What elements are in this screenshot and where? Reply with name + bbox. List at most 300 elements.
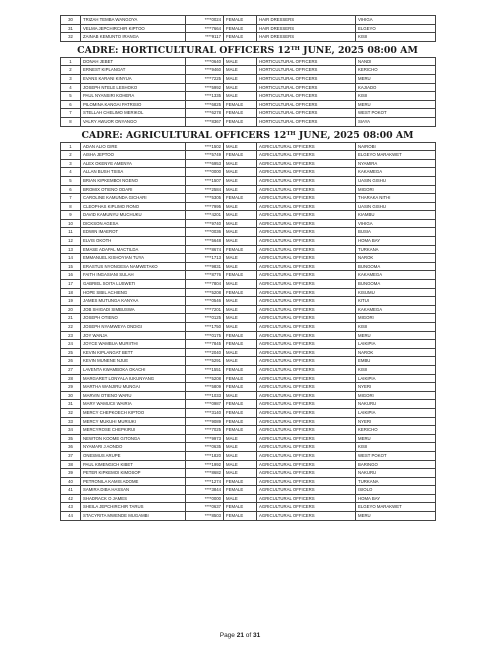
serial-number-cell: 3 <box>61 74 81 83</box>
county-cell: KERICHO <box>356 426 436 435</box>
table-row <box>61 383 436 392</box>
name-cell: MERCY MUKUHI MURIUKI <box>81 417 186 426</box>
cadre-cell: AGRICULTURAL OFFICERS <box>257 400 356 409</box>
table-row <box>61 271 436 280</box>
county-cell: LAIKIPIA <box>356 408 436 417</box>
serial-number-cell: 9 <box>61 211 81 220</box>
serial-number-cell: 2 <box>61 66 81 75</box>
name-cell: EMASE ADAPAL MACTILDA <box>81 245 186 254</box>
table-row <box>61 357 436 366</box>
gender-cell: MALE <box>224 219 257 228</box>
table-row <box>61 451 436 460</box>
county-cell: MERU <box>356 331 436 340</box>
county-cell: MERU <box>356 434 436 443</box>
county-cell: BUSIA <box>356 228 436 237</box>
county-cell: KISII <box>356 33 436 42</box>
serial-number-cell: 4 <box>61 83 81 92</box>
serial-number-cell: 43 <box>61 503 81 512</box>
county-cell: NYAMIRA <box>356 159 436 168</box>
cadre-cell: AGRICULTURAL OFFICERS <box>257 443 356 452</box>
table-row <box>61 16 436 25</box>
name-cell: SHADRACK O JAMES <box>81 494 186 503</box>
serial-number-cell: 2 <box>61 151 81 160</box>
table-row <box>61 83 436 92</box>
table-row <box>61 297 436 306</box>
cadre-cell: AGRICULTURAL OFFICERS <box>257 185 356 194</box>
gender-cell: FEMALE <box>224 417 257 426</box>
id-number-cell: ****2584 <box>186 185 224 194</box>
cadre-cell: AGRICULTURAL OFFICERS <box>257 314 356 323</box>
id-number-cell: ****0125 <box>186 314 224 323</box>
id-number-cell: ****7201 <box>186 305 224 314</box>
county-cell: LAIKIPIA <box>356 374 436 383</box>
table-row <box>61 228 436 237</box>
cadre-cell: AGRICULTURAL OFFICERS <box>257 142 356 151</box>
table-row <box>61 151 436 160</box>
gender-cell: MALE <box>224 74 257 83</box>
cadre-cell: AGRICULTURAL OFFICERS <box>257 305 356 314</box>
cadre-cell: HORTICULTURAL OFFICERS <box>257 117 356 126</box>
cadre-cell: AGRICULTURAL OFFICERS <box>257 408 356 417</box>
table-row <box>61 159 436 168</box>
serial-number-cell: 35 <box>61 434 81 443</box>
serial-number-cell: 33 <box>61 417 81 426</box>
serial-number-cell: 41 <box>61 486 81 495</box>
name-cell: LAVENTA KWAMBOKA OKACHI <box>81 365 186 374</box>
name-cell: DONAH JEBET <box>81 57 186 66</box>
id-number-cell: ****9089 <box>186 417 224 426</box>
id-number-cell: ****5208 <box>186 374 224 383</box>
name-cell: HOPE SIBIL ACHIENG <box>81 288 186 297</box>
gender-cell: FEMALE <box>224 288 257 297</box>
table-row <box>61 434 436 443</box>
gender-cell: MALE <box>224 262 257 271</box>
name-cell: ERASTUS NYONGESA NAMWETAKO <box>81 262 186 271</box>
id-number-cell: ****0546 <box>186 297 224 306</box>
table-row <box>61 254 436 263</box>
gender-cell: MALE <box>224 443 257 452</box>
name-cell: PAUL NYANSIRI KOHERA <box>81 92 186 101</box>
serial-number-cell: 6 <box>61 185 81 194</box>
horticultural-officers-table <box>60 57 436 127</box>
cadre-cell: HORTICULTURAL OFFICERS <box>257 83 356 92</box>
cadre-cell: AGRICULTURAL OFFICERS <box>257 391 356 400</box>
table-row <box>61 176 436 185</box>
gender-cell: MALE <box>224 57 257 66</box>
county-cell: VIHIGA <box>356 16 436 25</box>
id-number-cell: ****7025 <box>186 426 224 435</box>
serial-number-cell: 40 <box>61 477 81 486</box>
name-cell: VELMA JEPCHIRCHIR KIPTOO <box>81 24 186 33</box>
table-row <box>61 323 436 332</box>
serial-number-cell: 26 <box>61 357 81 366</box>
name-cell: ALLAN BUSH TSISA <box>81 168 186 177</box>
county-cell: NYERI <box>356 417 436 426</box>
id-number-cell: ****1820 <box>186 451 224 460</box>
table-row <box>61 237 436 246</box>
serial-number-cell: 18 <box>61 288 81 297</box>
county-cell: LAIKIPIA <box>356 340 436 349</box>
id-number-cell: ****8674 <box>186 245 224 254</box>
id-number-cell: ****1033 <box>186 391 224 400</box>
name-cell: PETER KIPKEMOI KIMOSOP <box>81 469 186 478</box>
serial-number-cell: 8 <box>61 117 81 126</box>
cadre-cell: AGRICULTURAL OFFICERS <box>257 512 356 521</box>
name-cell: FAITH INGASIANI SULAH <box>81 271 186 280</box>
page-word: Page <box>219 632 235 639</box>
gender-cell: MALE <box>224 159 257 168</box>
county-cell: WEST POKOT <box>356 109 436 118</box>
county-cell: ELGEYO MARAKWET <box>356 503 436 512</box>
id-number-cell: ****6825 <box>186 100 224 109</box>
county-cell: BARINGO <box>356 460 436 469</box>
id-number-cell: ****0000 <box>186 494 224 503</box>
table-row <box>61 117 436 126</box>
id-number-cell: ****1551 <box>186 365 224 374</box>
cadre-cell: AGRICULTURAL OFFICERS <box>257 288 356 297</box>
cadre-cell: HORTICULTURAL OFFICERS <box>257 100 356 109</box>
id-number-cell: ****1992 <box>186 460 224 469</box>
name-cell: EMMANUEL KISHOYIAN TUYA <box>81 254 186 263</box>
name-cell: EDWIN IMAEROT <box>81 228 186 237</box>
table-row <box>61 109 436 118</box>
serial-number-cell: 15 <box>61 262 81 271</box>
serial-number-cell: 3 <box>61 159 81 168</box>
name-cell: MERCYROSE CHEPKIRUI <box>81 426 186 435</box>
county-cell: KISII <box>356 443 436 452</box>
serial-number-cell: 31 <box>61 400 81 409</box>
serial-number-cell: 1 <box>61 142 81 151</box>
cadre-cell: AGRICULTURAL OFFICERS <box>257 417 356 426</box>
table-row <box>61 100 436 109</box>
name-cell: AISHA JEPTOO <box>81 151 186 160</box>
county-cell: BUNGOMA <box>356 262 436 271</box>
serial-number-cell: 27 <box>61 365 81 374</box>
gender-cell: MALE <box>224 83 257 92</box>
county-cell: ELGEYO MARAKWET <box>356 151 436 160</box>
id-number-cell: ****5305 <box>186 194 224 203</box>
cadre-cell: AGRICULTURAL OFFICERS <box>257 245 356 254</box>
cadre-cell: AGRICULTURAL OFFICERS <box>257 297 356 306</box>
cadre-cell: AGRICULTURAL OFFICERS <box>257 486 356 495</box>
county-cell: MERU <box>356 100 436 109</box>
county-cell: NAKURU <box>356 469 436 478</box>
hair-dressers-table <box>60 15 436 42</box>
gender-cell: FEMALE <box>224 16 257 25</box>
name-cell: ADAN ALIO GIRE <box>81 142 186 151</box>
cadre-cell: AGRICULTURAL OFFICERS <box>257 348 356 357</box>
table-row <box>61 460 436 469</box>
table-row <box>61 391 436 400</box>
name-cell: GABRIEL SOITA LUSWETI <box>81 280 186 289</box>
serial-number-cell: 12 <box>61 237 81 246</box>
county-cell: TURKANA <box>356 477 436 486</box>
table-row <box>61 57 436 66</box>
name-cell: KEVIN KIPLANGAT BETT <box>81 348 186 357</box>
id-number-cell: ****6953 <box>186 159 224 168</box>
id-number-cell: ****1507 <box>186 176 224 185</box>
id-number-cell: ****4201 <box>186 211 224 220</box>
name-cell: ELVIS OKOTH <box>81 237 186 246</box>
name-cell: NEWTON KOOME GITONGA <box>81 434 186 443</box>
id-number-cell: ****9740 <box>186 219 224 228</box>
table-row <box>61 288 436 297</box>
id-number-cell: ****0000 <box>186 168 224 177</box>
serial-number-cell: 5 <box>61 92 81 101</box>
county-cell: KAJIADO <box>356 83 436 92</box>
cadre-cell: AGRICULTURAL OFFICERS <box>257 477 356 486</box>
name-cell: JAMES MUTUNGA KANYAA <box>81 297 186 306</box>
id-number-cell: ****2040 <box>186 348 224 357</box>
serial-number-cell: 11 <box>61 228 81 237</box>
document-page <box>60 15 435 521</box>
gender-cell: MALE <box>224 176 257 185</box>
county-cell: TURKANA <box>356 245 436 254</box>
page-footer <box>0 632 480 639</box>
name-cell: JOYCE WAMBUA MURIITHI <box>81 340 186 349</box>
gender-cell: FEMALE <box>224 331 257 340</box>
county-cell: THARAKA NITHI <box>356 194 436 203</box>
table-row <box>61 168 436 177</box>
cadre-cell: AGRICULTURAL OFFICERS <box>257 262 356 271</box>
id-number-cell: ****0175 <box>186 331 224 340</box>
table-row <box>61 340 436 349</box>
gender-cell: MALE <box>224 280 257 289</box>
serial-number-cell: 17 <box>61 280 81 289</box>
table-row <box>61 512 436 521</box>
county-cell: KERICHO <box>356 66 436 75</box>
cadre-cell: AGRICULTURAL OFFICERS <box>257 426 356 435</box>
cadre-cell: AGRICULTURAL OFFICERS <box>257 494 356 503</box>
gender-cell: FEMALE <box>224 33 257 42</box>
table-row <box>61 245 436 254</box>
table-row <box>61 469 436 478</box>
county-cell: UASIN GISHU <box>356 202 436 211</box>
name-cell: BRIAN KIPKEMBOI NGENO <box>81 176 186 185</box>
county-cell: KAKAMEGA <box>356 271 436 280</box>
id-number-cell: ****9831 <box>186 262 224 271</box>
county-cell: MERU <box>356 74 436 83</box>
id-number-cell: ****1502 <box>186 142 224 151</box>
table-row <box>61 417 436 426</box>
gender-cell: FEMALE <box>224 374 257 383</box>
gender-cell: MALE <box>224 469 257 478</box>
name-cell: SAMIRA DIBA HASSAN <box>81 486 186 495</box>
serial-number-cell: 36 <box>61 443 81 452</box>
id-number-cell: ****1750 <box>186 323 224 332</box>
gender-cell: FEMALE <box>224 245 257 254</box>
name-cell: ERNEST KIPLANGAT <box>81 66 186 75</box>
county-cell: KISUMU <box>356 288 436 297</box>
serial-number-cell: 28 <box>61 374 81 383</box>
county-cell: VIHIGA <box>356 219 436 228</box>
cadre-cell: AGRICULTURAL OFFICERS <box>257 340 356 349</box>
gender-cell: MALE <box>224 297 257 306</box>
gender-cell: FEMALE <box>224 340 257 349</box>
table-row <box>61 262 436 271</box>
serial-number-cell: 42 <box>61 494 81 503</box>
table-row <box>61 185 436 194</box>
cadre-cell: AGRICULTURAL OFFICERS <box>257 503 356 512</box>
cadre-cell: AGRICULTURAL OFFICERS <box>257 365 356 374</box>
name-cell: CLEOPHAS KIPLIMO RONO <box>81 202 186 211</box>
county-cell: BUNGOMA <box>356 280 436 289</box>
id-number-cell: ****5809 <box>186 383 224 392</box>
name-cell: MARVIN OTIENO WARU <box>81 391 186 400</box>
gender-cell: FEMALE <box>224 109 257 118</box>
name-cell: CAROLINE KAMUNDA GICHARI <box>81 194 186 203</box>
serial-number-cell: 6 <box>61 100 81 109</box>
gender-cell: FEMALE <box>224 477 257 486</box>
id-number-cell: ****5992 <box>186 83 224 92</box>
table-row <box>61 24 436 33</box>
name-cell: PILOMINA KANGAI PATRISIO <box>81 100 186 109</box>
id-number-cell: ****9973 <box>186 434 224 443</box>
id-number-cell: ****9117 <box>186 33 224 42</box>
cadre-cell: AGRICULTURAL OFFICERS <box>257 357 356 366</box>
gender-cell: FEMALE <box>224 365 257 374</box>
gender-cell: MALE <box>224 494 257 503</box>
name-cell: JOB SHIGADI SIMBUSWA <box>81 305 186 314</box>
serial-number-cell: 30 <box>61 391 81 400</box>
serial-number-cell: 32 <box>61 33 81 42</box>
name-cell: PETRONILA KAMIS ADOME <box>81 477 186 486</box>
serial-number-cell: 4 <box>61 168 81 177</box>
serial-number-cell: 29 <box>61 383 81 392</box>
county-cell: SIAYA <box>356 117 436 126</box>
cadre-cell: HORTICULTURAL OFFICERS <box>257 92 356 101</box>
table-row <box>61 92 436 101</box>
table-row <box>61 305 436 314</box>
serial-number-cell: 39 <box>61 469 81 478</box>
name-cell: MARY WAMUCII WAIRIA <box>81 400 186 409</box>
table-row <box>61 142 436 151</box>
table-row <box>61 408 436 417</box>
table-row <box>61 331 436 340</box>
name-cell: PAUL KIMENGICH KIBET <box>81 460 186 469</box>
gender-cell: MALE <box>224 357 257 366</box>
name-cell: BROMIX OTIENO ODARI <box>81 185 186 194</box>
gender-cell: FEMALE <box>224 486 257 495</box>
name-cell: MARGARET LONYALA IUKUNYANG <box>81 374 186 383</box>
agricultural-officers-heading: CADRE: AGRICULTURAL OFFICERS 12TH JUNE, 2025 08:00 AM <box>81 129 414 141</box>
gender-cell: MALE <box>224 66 257 75</box>
serial-number-cell: 5 <box>61 176 81 185</box>
county-cell: EMBU <box>356 357 436 366</box>
gender-cell: FEMALE <box>224 100 257 109</box>
table-row <box>61 66 436 75</box>
id-number-cell: ****3140 <box>186 408 224 417</box>
id-number-cell: ****8682 <box>186 469 224 478</box>
page-total: 31 <box>253 632 261 639</box>
cadre-cell: HAIR DRESSERS <box>257 16 356 25</box>
cadre-cell: HORTICULTURAL OFFICERS <box>257 57 356 66</box>
cadre-cell: AGRICULTURAL OFFICERS <box>257 374 356 383</box>
id-number-cell: ****0637 <box>186 503 224 512</box>
cadre-cell: AGRICULTURAL OFFICERS <box>257 323 356 332</box>
county-cell: KITUI <box>356 297 436 306</box>
cadre-cell: AGRICULTURAL OFFICERS <box>257 469 356 478</box>
county-cell: HOMA BAY <box>356 494 436 503</box>
table-row <box>61 211 436 220</box>
cadre-cell: AGRICULTURAL OFFICERS <box>257 151 356 160</box>
county-cell: NAIROBI <box>356 142 436 151</box>
county-cell: NAKURU <box>356 400 436 409</box>
table-row <box>61 400 436 409</box>
serial-number-cell: 7 <box>61 109 81 118</box>
id-number-cell: ****1274 <box>186 477 224 486</box>
gender-cell: FEMALE <box>224 194 257 203</box>
id-number-cell: ****0024 <box>186 16 224 25</box>
county-cell: NANDI <box>356 57 436 66</box>
serial-number-cell: 44 <box>61 512 81 521</box>
name-cell: JOSEPH OTIENO <box>81 314 186 323</box>
gender-cell: FEMALE <box>224 383 257 392</box>
cadre-cell: AGRICULTURAL OFFICERS <box>257 451 356 460</box>
gender-cell: MALE <box>224 168 257 177</box>
gender-cell: FEMALE <box>224 400 257 409</box>
county-cell: ELGEYO <box>356 24 436 33</box>
serial-number-cell: 32 <box>61 408 81 417</box>
serial-number-cell: 1 <box>61 57 81 66</box>
county-cell: HOMA BAY <box>356 237 436 246</box>
id-number-cell: ****7804 <box>186 280 224 289</box>
table-row <box>61 443 436 452</box>
cadre-cell: AGRICULTURAL OFFICERS <box>257 254 356 263</box>
id-number-cell: ****8367 <box>186 117 224 126</box>
gender-cell: FEMALE <box>224 503 257 512</box>
id-number-cell: ****8776 <box>186 271 224 280</box>
serial-number-cell: 16 <box>61 271 81 280</box>
cadre-cell: AGRICULTURAL OFFICERS <box>257 434 356 443</box>
table-row <box>61 348 436 357</box>
cadre-cell: AGRICULTURAL OFFICERS <box>257 228 356 237</box>
name-cell: MARTHA WANJIRU MUNGAI <box>81 383 186 392</box>
table-row <box>61 503 436 512</box>
gender-cell: FEMALE <box>224 271 257 280</box>
cadre-cell: HAIR DRESSERS <box>257 33 356 42</box>
table-row <box>61 219 436 228</box>
name-cell: ALEX OKENYE AMENYA <box>81 159 186 168</box>
name-cell: JOSEPH NTELE LESHOKO <box>81 83 186 92</box>
gender-cell: MALE <box>224 228 257 237</box>
id-number-cell: ****7995 <box>186 202 224 211</box>
table-row <box>61 33 436 42</box>
cadre-cell: AGRICULTURAL OFFICERS <box>257 168 356 177</box>
gender-cell: FEMALE <box>224 24 257 33</box>
gender-cell: MALE <box>224 434 257 443</box>
serial-number-cell: 14 <box>61 254 81 263</box>
gender-cell: MALE <box>224 142 257 151</box>
name-cell: KEVIN MUNENE NJUE <box>81 357 186 366</box>
county-cell: KISII <box>356 323 436 332</box>
table-row <box>61 314 436 323</box>
name-cell: JOY WANJA <box>81 331 186 340</box>
gender-cell: MALE <box>224 211 257 220</box>
name-cell: EVANS KARANI KINYUA <box>81 74 186 83</box>
id-number-cell: ****1713 <box>186 254 224 263</box>
serial-number-cell: 37 <box>61 451 81 460</box>
serial-number-cell: 30 <box>61 16 81 25</box>
gender-cell: MALE <box>224 391 257 400</box>
id-number-cell: ****0635 <box>186 443 224 452</box>
serial-number-cell: 21 <box>61 314 81 323</box>
cadre-cell: AGRICULTURAL OFFICERS <box>257 211 356 220</box>
table-row <box>61 426 436 435</box>
county-cell: KIAMBU <box>356 211 436 220</box>
name-cell: TRIZAH TEMBA WANGOYA <box>81 16 186 25</box>
cadre-cell: AGRICULTURAL OFFICERS <box>257 271 356 280</box>
